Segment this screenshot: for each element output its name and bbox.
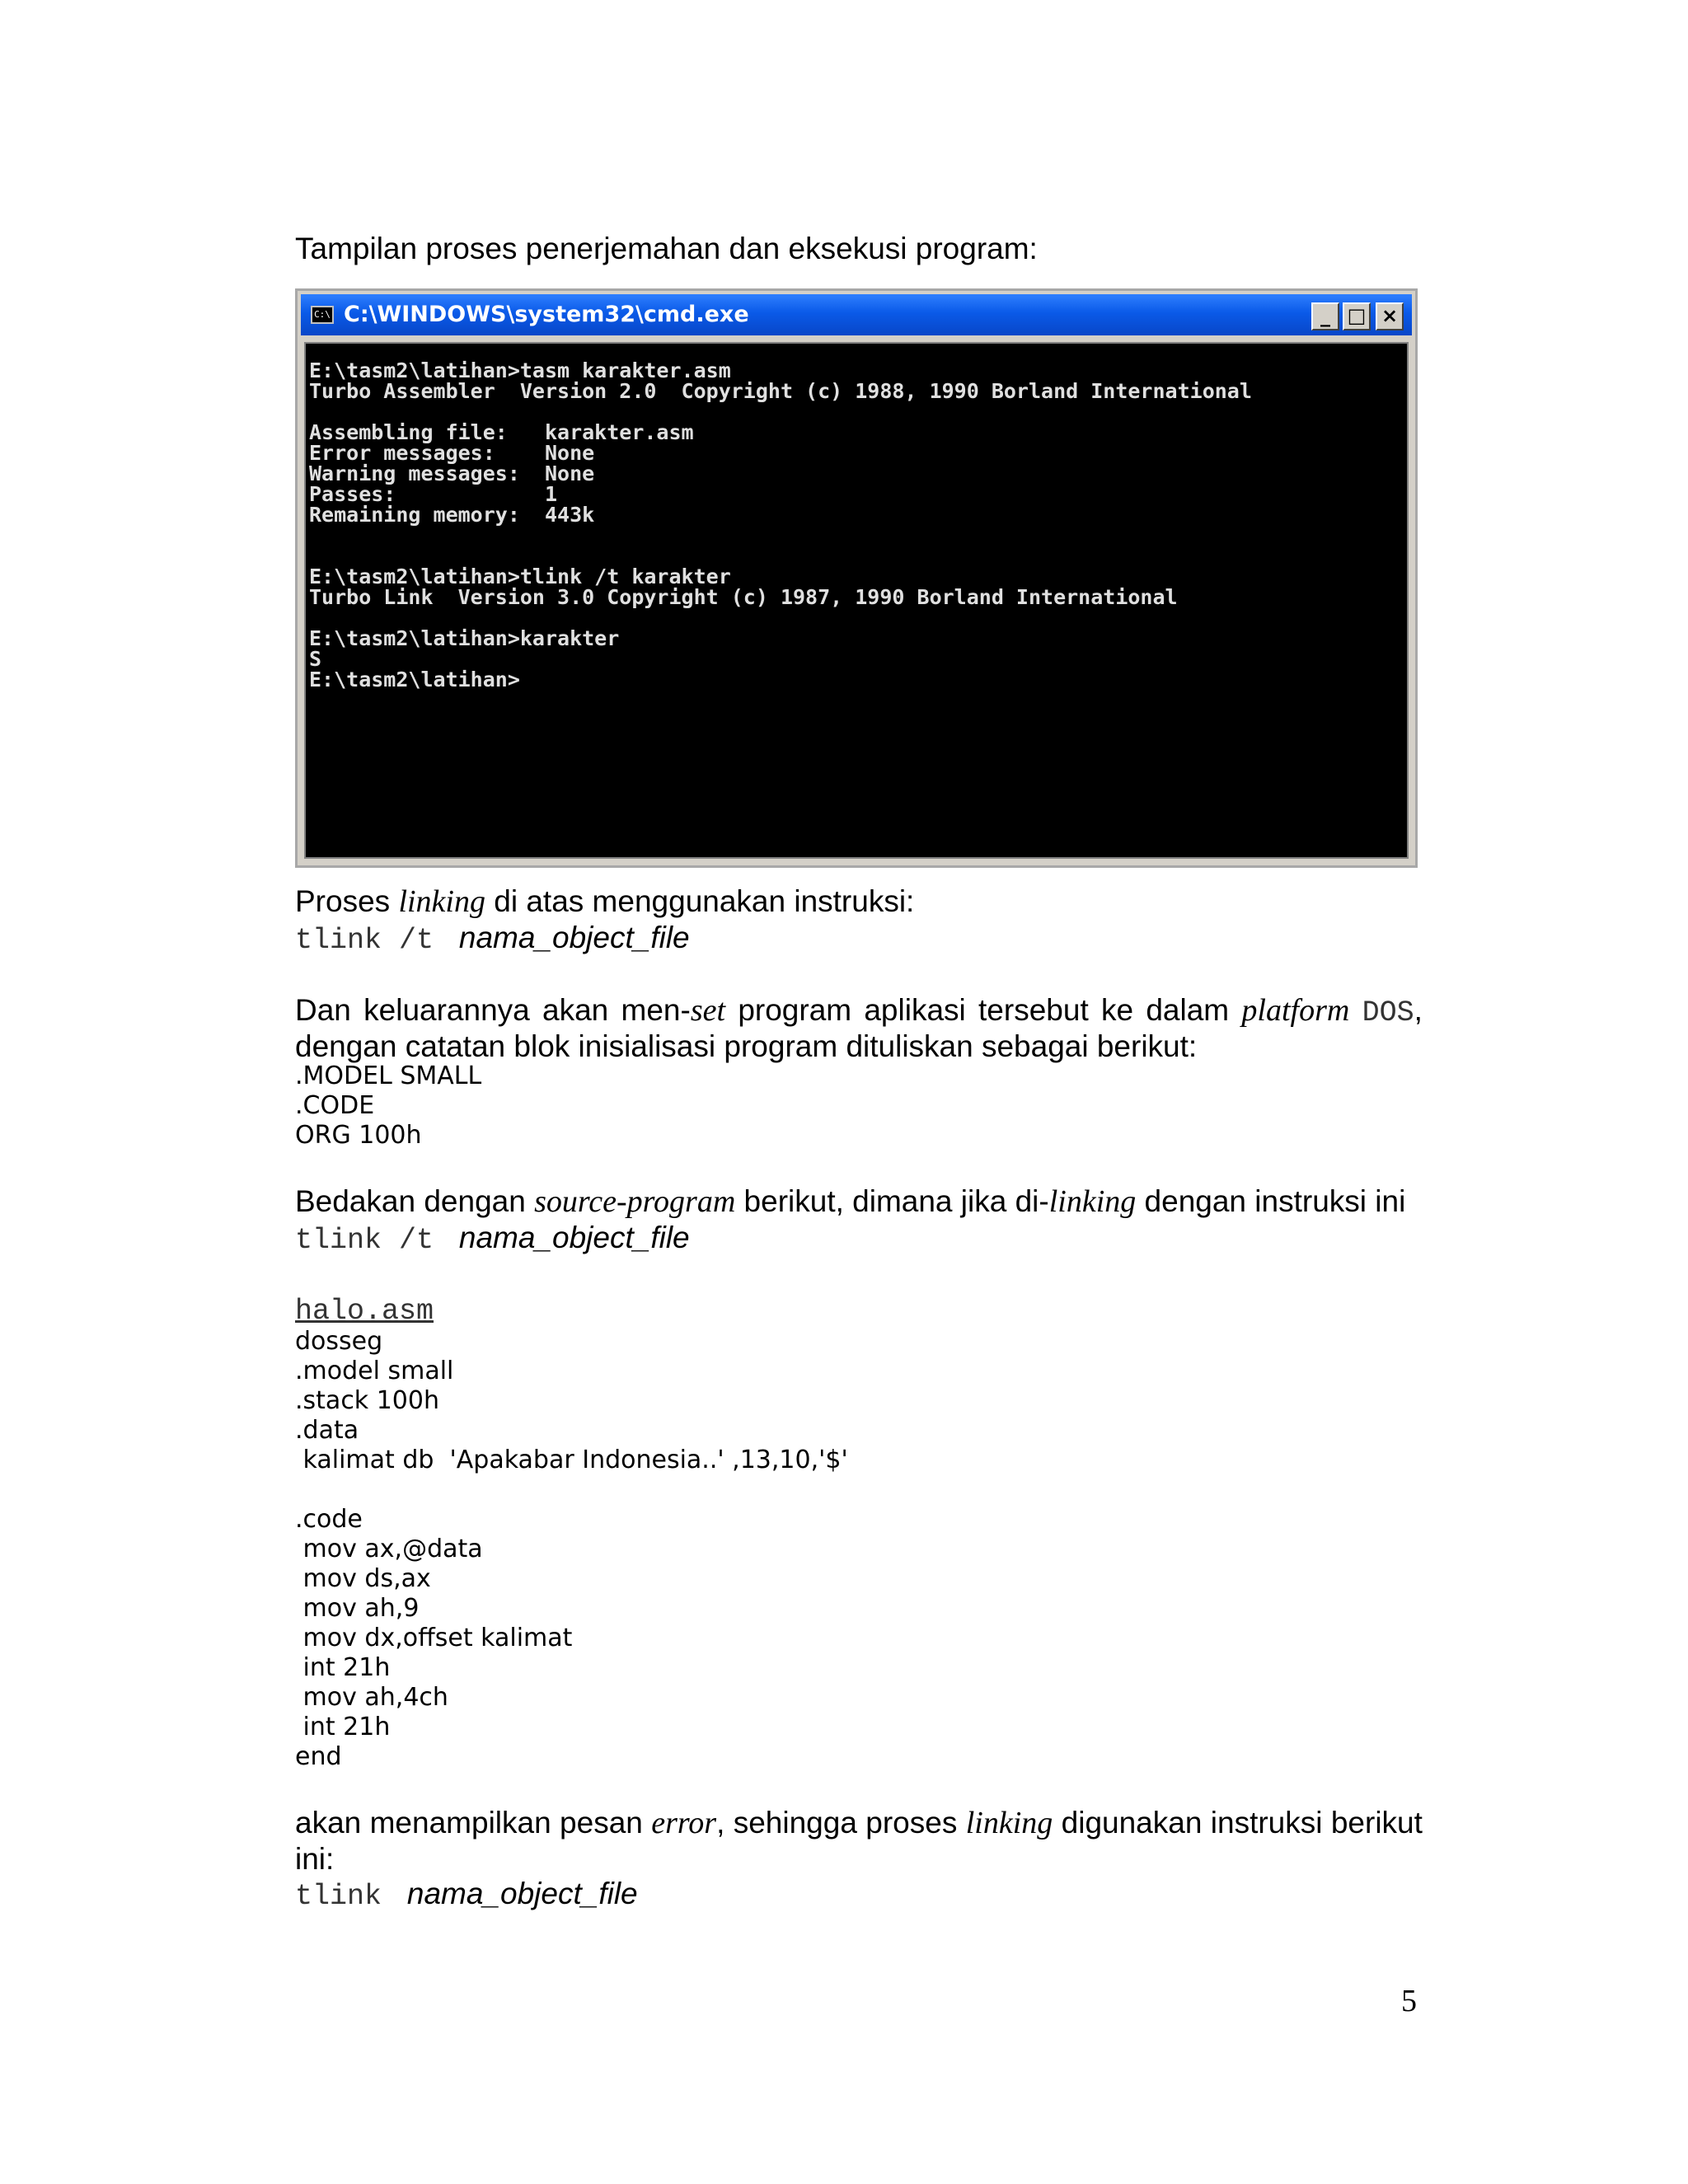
word: proses <box>865 1806 958 1840</box>
cmd-app-icon: C:\ <box>311 306 334 324</box>
minimize-button[interactable] <box>1311 302 1339 330</box>
word: digunakan <box>1061 1806 1203 1840</box>
word: men- <box>621 993 691 1027</box>
cmd-titlebar[interactable] <box>301 294 1412 335</box>
maximize-icon: □ <box>1347 304 1367 327</box>
command-mono: tlink <box>295 1880 382 1913</box>
command-arg: nama_object_file <box>458 1221 690 1254</box>
word: keluarannya <box>363 993 530 1027</box>
dan-paragraph-line1 <box>295 992 1423 1031</box>
bedakan-paragraph <box>295 1183 1405 1220</box>
cmd-window[interactable] <box>295 288 1418 868</box>
word-em: linking <box>965 1806 1053 1840</box>
word: akan <box>542 993 609 1027</box>
model-code-block: .MODEL SMALL .CODE ORG 100h <box>295 1062 482 1150</box>
intro-text: Tampilan proses penerjemahan dan eksekusi program: <box>295 232 1038 265</box>
halo-code-block: dosseg .model small .stack 100h .data kalimat db 'Apakabar Indonesia..' ,13,10,'$' .code mov ax,@data mov ds,ax mov ah,9 mov dx,offset kalimat int 21h mov ah,4ch int 21h end <box>295 1327 848 1771</box>
command-line-1 <box>295 920 690 958</box>
close-icon: × <box>1381 304 1399 327</box>
word: instruksi <box>1210 1806 1323 1840</box>
bedakan-mid: berikut, dimana jika di- <box>735 1184 1049 1218</box>
word-dos <box>1362 992 1423 1031</box>
command-arg: nama_object_file <box>406 1877 638 1910</box>
bedakan-post: dengan instruksi ini <box>1136 1184 1406 1218</box>
word-mono: DOS <box>1362 996 1414 1029</box>
bedakan-em2: linking <box>1048 1184 1137 1219</box>
page-number: 5 <box>1401 1984 1417 2018</box>
command-arg: nama_object_file <box>458 921 690 954</box>
word: ke <box>1101 993 1134 1027</box>
bedakan-pre: Bedakan dengan <box>295 1184 535 1218</box>
console-output: E:\tasm2\latihan>tasm karakter.asm Turbo Assembler Version 2.0 Copyright (c) 1988, 1990 Borland International Assembling file: karakter.asm Error messages: None Warning messages: None Passes: 1 Remaining memory: 443k E:\tasm2\latihan>tlink /t karakter Turbo Link Version 3.0 Copyright (c) 1987, 1990 Borland International E:\tasm2\latihan>karakter S E:\tasm2\latihan> <box>309 359 1252 691</box>
command-mono: tlink /t <box>295 1224 434 1257</box>
cmd-console[interactable] <box>304 342 1409 859</box>
minimize-icon: _ <box>1320 304 1330 327</box>
word: program <box>738 993 852 1027</box>
word: aplikasi <box>864 993 966 1027</box>
bedakan-em1: source-program <box>534 1184 736 1219</box>
akan-paragraph-line1 <box>295 1805 1423 1841</box>
linking-paragraph <box>295 883 914 920</box>
cmd-title: C:\WINDOWS\system32\cmd.exe <box>344 302 749 327</box>
akan-paragraph-line2: ini: <box>295 1842 335 1876</box>
word: berikut <box>1330 1806 1423 1840</box>
command-line-2 <box>295 1220 690 1258</box>
word: dalam <box>1146 993 1230 1027</box>
word: , <box>716 1806 725 1840</box>
linking-post: di atas menggunakan instruksi: <box>485 884 915 918</box>
word: tersebut <box>978 993 1089 1027</box>
word: pesan <box>560 1806 643 1840</box>
halo-filename-line <box>295 1291 434 1329</box>
word: Dan <box>295 993 351 1027</box>
word: akan <box>295 1806 362 1840</box>
word-men-set <box>621 992 726 1031</box>
word: menampilkan <box>369 1806 551 1840</box>
halo-filename: halo.asm <box>295 1295 434 1328</box>
word: , <box>1414 993 1423 1027</box>
command-mono: tlink /t <box>295 924 434 957</box>
word-em: error <box>651 1806 717 1840</box>
word-em: platform <box>1241 993 1350 1028</box>
word: sehingga <box>733 1806 857 1840</box>
word-em: set <box>690 993 726 1028</box>
dan-paragraph-line2: dengan catatan blok inisialisasi program dituliskan sebagai berikut: <box>295 1029 1198 1063</box>
close-button[interactable] <box>1376 302 1404 330</box>
maximize-button[interactable] <box>1343 302 1371 330</box>
word-error <box>651 1805 724 1841</box>
command-line-3 <box>295 1876 638 1915</box>
linking-em: linking <box>398 884 485 919</box>
linking-pre: Proses <box>295 884 399 918</box>
